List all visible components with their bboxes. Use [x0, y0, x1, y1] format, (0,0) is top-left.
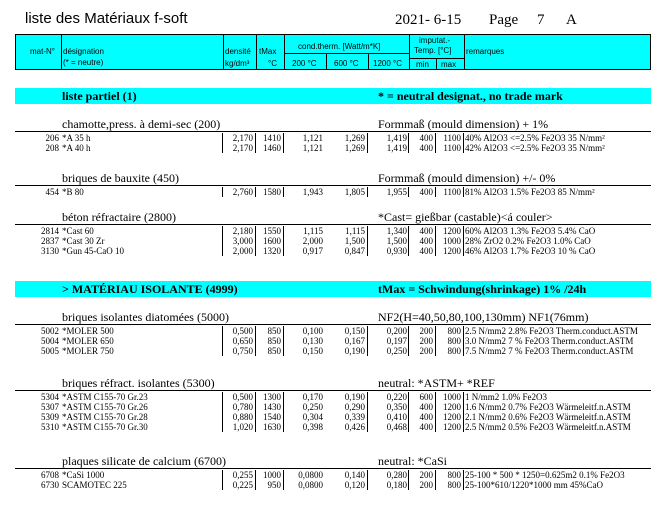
cell-c1200: 0,468 — [386, 422, 407, 432]
cell-tmax: 850 — [267, 346, 281, 356]
cell-c1200: 1,500 — [386, 236, 407, 246]
cell-c1200: 0,180 — [386, 480, 407, 490]
table-row — [15, 392, 651, 402]
cell-tmax: 1630 — [263, 422, 281, 432]
cell-min: 400 — [419, 246, 433, 256]
cell-c1200: 0,350 — [386, 402, 407, 412]
cell-no: 5309 — [41, 412, 59, 422]
cell-dens: 3,000 — [232, 236, 253, 246]
col-designation: désignation — [63, 47, 104, 56]
cell-dens: 0,780 — [232, 402, 253, 412]
cell-min: 400 — [419, 143, 433, 153]
cell-max: 1200 — [443, 226, 461, 236]
cell-rem: 2.1 N/mm2 0.6% Fe2O3 Wärmeleitf.n.ASTM — [465, 412, 631, 422]
table-row — [15, 470, 651, 480]
cell-max: 800 — [447, 470, 461, 480]
cell-no: 208 — [45, 143, 59, 153]
cell-name: *ASTM C155-70 Gr.26 — [62, 402, 148, 412]
cell-c600: 0,190 — [344, 392, 365, 402]
cell-tmax: 1550 — [263, 226, 281, 236]
col-imputat: imputat.- — [419, 36, 451, 45]
cell-no: 5304 — [41, 392, 59, 402]
table-row — [15, 133, 651, 143]
cell-no: 3130 — [41, 246, 59, 256]
cell-c600: 0,190 — [344, 346, 365, 356]
cell-min: 200 — [419, 346, 433, 356]
section-divider — [15, 224, 651, 225]
col-density: densité — [225, 47, 251, 56]
cell-dens: 0,500 — [232, 392, 253, 402]
cell-c1200: 0,197 — [386, 336, 407, 346]
cell-max: 1200 — [443, 246, 461, 256]
col-remarks: remarques — [466, 47, 505, 56]
page-number: 7 — [537, 12, 545, 28]
cell-tmax: 1600 — [263, 236, 281, 246]
col-cond-600: 600 °C — [334, 59, 359, 68]
band-left-text: > MATÉRIAU ISOLANTE (4999) — [62, 282, 238, 296]
cell-rem: 40% Al2O3 <=2.5% Fe2O3 35 N/mm² — [465, 133, 605, 143]
cell-min: 200 — [419, 336, 433, 346]
cell-name: *ASTM C155-70 Gr.30 — [62, 422, 148, 432]
cell-c600: 0,140 — [344, 470, 365, 480]
cell-rem: 1.6 N/mm2 0.7% Fe2O3 Wärmeleitf.n.ASTM — [465, 402, 631, 412]
table-row — [15, 246, 651, 256]
section-divider — [15, 185, 651, 186]
cell-name: *CaSi 1000 — [62, 470, 105, 480]
table-row — [15, 187, 651, 197]
cell-min: 400 — [419, 226, 433, 236]
table-row — [15, 402, 651, 412]
cell-c1200: 1,955 — [386, 187, 407, 197]
cell-min: 200 — [419, 470, 433, 480]
cell-no: 6730 — [41, 480, 59, 490]
cell-min: 400 — [419, 412, 433, 422]
cell-tmax: 850 — [267, 326, 281, 336]
cell-tmax: 1580 — [263, 187, 281, 197]
cell-rem: 3.0 N/mm2 7 % Fe2O3 Therm.conduct.ASTM — [465, 336, 634, 346]
cell-rem: 1 N/mm2 1.0% Fe2O3 — [465, 392, 547, 402]
table-row — [15, 236, 651, 246]
cell-dens: 0,750 — [232, 346, 253, 356]
cell-name: *MOLER 650 — [62, 336, 114, 346]
cell-max: 1200 — [443, 422, 461, 432]
cell-max: 1100 — [443, 133, 461, 143]
band-insulating-material — [15, 281, 651, 297]
cell-no: 5002 — [41, 326, 59, 336]
cell-no: 454 — [45, 187, 59, 197]
table-row — [15, 422, 651, 432]
col-temp: Temp. [°C] — [414, 46, 452, 55]
cell-c200: 0,150 — [302, 346, 323, 356]
cell-c1200: 0,280 — [386, 470, 407, 480]
section-title: chamotte,press. à demi-sec (200) — [62, 117, 221, 131]
cell-tmax: 1320 — [263, 246, 281, 256]
document-title: liste des Matériaux f-soft — [25, 10, 188, 27]
cell-name: *ASTM C155-70 Gr.28 — [62, 412, 148, 422]
cell-max: 1200 — [443, 402, 461, 412]
cell-min: 200 — [419, 480, 433, 490]
cell-max: 800 — [447, 326, 461, 336]
cell-max: 1100 — [443, 187, 461, 197]
cell-tmax: 850 — [267, 336, 281, 346]
cell-rem: 25-100 * 500 * 1250=0.625m2 0.1% Fe2O3 — [465, 470, 625, 480]
col-tmax: tMax — [259, 47, 277, 56]
section-title: béton réfractaire (2800) — [62, 210, 176, 224]
cell-c1200: 0,250 — [386, 346, 407, 356]
cell-no: 2837 — [41, 236, 59, 246]
cell-tmax: 1000 — [263, 470, 281, 480]
table-row — [15, 480, 651, 490]
cell-rem: 2.5 N/mm2 0.5% Fe2O3 Wärmeleitf.n.ASTM — [465, 422, 631, 432]
col-cond-200: 200 °C — [292, 59, 317, 68]
section-note: *Cast= gießbar (castable)<á couler> — [378, 210, 553, 224]
cell-max: 1000 — [443, 236, 461, 246]
cell-no: 5005 — [41, 346, 59, 356]
cell-no: 6708 — [41, 470, 59, 480]
band-partial-list — [15, 88, 651, 104]
cell-dens: 2,170 — [232, 133, 253, 143]
cell-c200: 0,250 — [302, 402, 323, 412]
cell-min: 400 — [419, 402, 433, 412]
cell-dens: 1,020 — [232, 422, 253, 432]
cell-dens: 2,000 — [232, 246, 253, 256]
cell-no: 206 — [45, 133, 59, 143]
cell-name: *Cast 60 — [62, 226, 94, 236]
table-row — [15, 336, 651, 346]
cell-c200: 0,0800 — [298, 470, 323, 480]
cell-c200: 0,917 — [302, 246, 323, 256]
table-row — [15, 226, 651, 236]
cell-c1200: 0,930 — [386, 246, 407, 256]
section-divider — [15, 131, 651, 132]
cell-dens: 0,880 — [232, 412, 253, 422]
section-title: briques de bauxite (450) — [62, 171, 179, 185]
cell-c600: 0,167 — [344, 336, 365, 346]
cell-dens: 0,650 — [232, 336, 253, 346]
cell-name: *ASTM C155-70 Gr.23 — [62, 392, 148, 402]
cell-c600: 1,269 — [344, 143, 365, 153]
cell-rem: 28% ZrO2 0.2% Fe2O3 1.0% CaO — [465, 236, 591, 246]
section-divider — [15, 390, 651, 391]
cell-no: 5310 — [41, 422, 59, 432]
col-max: max — [441, 60, 457, 69]
cell-c200: 0,304 — [302, 412, 323, 422]
page-suffix: A — [566, 12, 577, 28]
cell-c600: 1,269 — [344, 133, 365, 143]
cell-dens: 2,180 — [232, 226, 253, 236]
cell-c600: 1,805 — [344, 187, 365, 197]
col-cond-1200: 1200 °C — [373, 59, 402, 68]
cell-rem: 46% Al2O3 1.7% Fe2O3 10 % CaO — [465, 246, 596, 256]
cell-c200: 0,130 — [302, 336, 323, 346]
section-title: briques isolantes diatomées (5000) — [62, 310, 229, 324]
cell-c200: 0,170 — [302, 392, 323, 402]
band-right-text: tMax = Schwindung(shrinkage) 1% /24h — [378, 282, 587, 296]
cell-max: 1100 — [443, 143, 461, 153]
cell-c200: 1,121 — [302, 143, 323, 153]
cell-c1200: 1,340 — [386, 226, 407, 236]
cell-max: 1000 — [443, 392, 461, 402]
cell-min: 600 — [419, 392, 433, 402]
cell-c600: 0,847 — [344, 246, 365, 256]
cell-no: 5004 — [41, 336, 59, 346]
cell-c1200: 1,419 — [386, 133, 407, 143]
cell-c200: 1,115 — [303, 226, 323, 236]
cell-dens: 2,170 — [232, 143, 253, 153]
cell-name: *A 35 h — [62, 133, 91, 143]
col-tmax-unit: °C — [268, 59, 277, 68]
col-density-unit: kg/dm³ — [225, 59, 250, 68]
cell-tmax: 1410 — [263, 133, 281, 143]
cell-dens: 2,760 — [232, 187, 253, 197]
cell-min: 400 — [419, 422, 433, 432]
cell-tmax: 1430 — [263, 402, 281, 412]
section-note: Formmaß (mould dimension) + 1% — [378, 117, 549, 131]
cell-max: 1200 — [443, 412, 461, 422]
section-note: neutral: *ASTM+ *REF — [378, 376, 495, 390]
section-title: briques réfract. isolantes (5300) — [62, 376, 215, 390]
cell-rem: 42% Al2O3 <=2.5% Fe2O3 35 N/mm² — [465, 143, 605, 153]
table-row — [15, 143, 651, 153]
table-row — [15, 412, 651, 422]
cell-min: 400 — [419, 236, 433, 246]
cell-c200: 1,943 — [302, 187, 323, 197]
col-designation-sub: (* = neutre) — [63, 58, 104, 67]
print-date: 2021- 6-15 — [395, 12, 462, 28]
cell-dens: 0,500 — [232, 326, 253, 336]
cell-c600: 1,115 — [345, 226, 365, 236]
cell-rem: 25-100*610/1220*1000 mm 45%CaO — [465, 480, 603, 490]
cell-name: *Gun 45-CaO 10 — [62, 246, 124, 256]
cell-dens: 0,225 — [232, 480, 253, 490]
cell-c200: 2,000 — [302, 236, 323, 246]
cell-rem: 7.5 N/mm2 7 % Fe2O3 Therm.conduct.ASTM — [465, 346, 634, 356]
cell-c600: 0,426 — [344, 422, 365, 432]
cell-c1200: 0,200 — [386, 326, 407, 336]
cell-name: SCAMOTEC 225 — [62, 480, 127, 490]
cell-name: *A 40 h — [62, 143, 91, 153]
cell-no: 5307 — [41, 402, 59, 412]
cell-c600: 0,150 — [344, 326, 365, 336]
cell-tmax: 1540 — [263, 412, 281, 422]
cell-c1200: 0,220 — [386, 392, 407, 402]
cell-c1200: 0,410 — [386, 412, 407, 422]
cell-min: 200 — [419, 326, 433, 336]
column-header — [15, 34, 651, 70]
cell-tmax: 1300 — [263, 392, 281, 402]
table-row — [15, 326, 651, 336]
cell-max: 800 — [447, 480, 461, 490]
cell-c600: 1,500 — [344, 236, 365, 246]
cell-c600: 0,120 — [344, 480, 365, 490]
cell-c600: 0,339 — [344, 412, 365, 422]
cell-name: *B 80 — [62, 187, 84, 197]
band-right-text: * = neutral designat., no trade mark — [378, 89, 563, 103]
band-left-text: liste partiel (1) — [62, 89, 137, 103]
cell-c1200: 1,419 — [386, 143, 407, 153]
cell-rem: 60% Al2O3 1.3% Fe2O3 5.4% CaO — [465, 226, 596, 236]
cell-no: 2814 — [41, 226, 59, 236]
col-mat-no: mat-N° — [30, 47, 55, 56]
section-note: NF2(H=40,50,80,100,130mm) NF1(76mm) — [378, 310, 589, 324]
table-row — [15, 346, 651, 356]
section-divider — [15, 468, 651, 469]
section-note: neutral: *CaSi — [378, 454, 447, 468]
cell-c200: 0,0800 — [298, 480, 323, 490]
cell-max: 800 — [447, 336, 461, 346]
col-cond: cond.therm. [Watt/m*K] — [298, 42, 381, 51]
cell-c600: 0,290 — [344, 402, 365, 412]
cell-name: *MOLER 500 — [62, 326, 114, 336]
cell-tmax: 950 — [267, 480, 281, 490]
section-divider — [15, 324, 651, 325]
section-note: Formmaß (mould dimension) +/- 0% — [378, 171, 556, 185]
cell-rem: 2.5 N/mm2 2.8% Fe2O3 Therm.conduct.ASTM — [465, 326, 638, 336]
cell-min: 400 — [419, 133, 433, 143]
cell-c200: 1,121 — [302, 133, 323, 143]
cell-name: *MOLER 750 — [62, 346, 114, 356]
cell-c200: 0,100 — [302, 326, 323, 336]
page-label: Page — [489, 12, 519, 28]
cell-tmax: 1460 — [263, 143, 281, 153]
cell-max: 800 — [447, 346, 461, 356]
cell-rem: 81% Al2O3 1.5% Fe2O3 85 N/mm² — [465, 187, 595, 197]
cell-min: 400 — [419, 187, 433, 197]
cell-dens: 0,255 — [232, 470, 253, 480]
col-min: min — [416, 60, 429, 69]
section-title: plaques silicate de calcium (6700) — [62, 454, 226, 468]
cell-c200: 0,398 — [302, 422, 323, 432]
cell-name: *Cast 30 Zr — [62, 236, 105, 246]
